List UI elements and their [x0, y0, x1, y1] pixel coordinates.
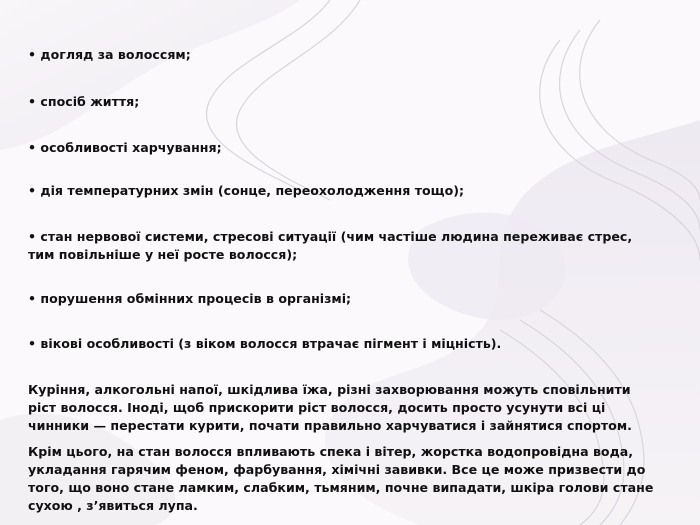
bullet-age: • вікові особливості (з віком волосся втрачає пігмент і міцність).	[28, 336, 502, 351]
bullet-hair-care: • догляд за волоссям;	[28, 47, 191, 62]
bullet-metabolism: • порушення обмінних процесів в організмі;	[28, 291, 352, 306]
bullet-nutrition: • особливості харчування;	[28, 140, 222, 155]
paragraph-factors: Куріння, алкогольні напої, шкідлива їжа, різні захворювання можуть сповільнити ріст волосся. Іноді, щоб прискорити ріст волосся, досить просто усунути всі ці чинники — перестати курити, почати правильно харчуватися і зайнятися спортом.	[28, 382, 632, 433]
bullet-lifestyle: • спосіб життя;	[28, 94, 140, 109]
bullet-temperature: • дія температурних змін (сонце, переохолодження тощо);	[28, 183, 465, 198]
bullet-nervous-system: • стан нервової системи, стресові ситуації (чим частіше людина переживає стрес, тим повільніше у неї росте волосся);	[28, 229, 633, 262]
paragraph-external-influences: Крім цього, на стан волосся впливають спека і вітер, жорстка водопровідна вода, укладання гарячим феном, фарбування, хімічні завивки. Все це може призвести до того, що воно стане ламким, слабким, тьмяним, почне випадати, шкіра голови стане сухою , з’явиться лупа.	[28, 444, 654, 513]
